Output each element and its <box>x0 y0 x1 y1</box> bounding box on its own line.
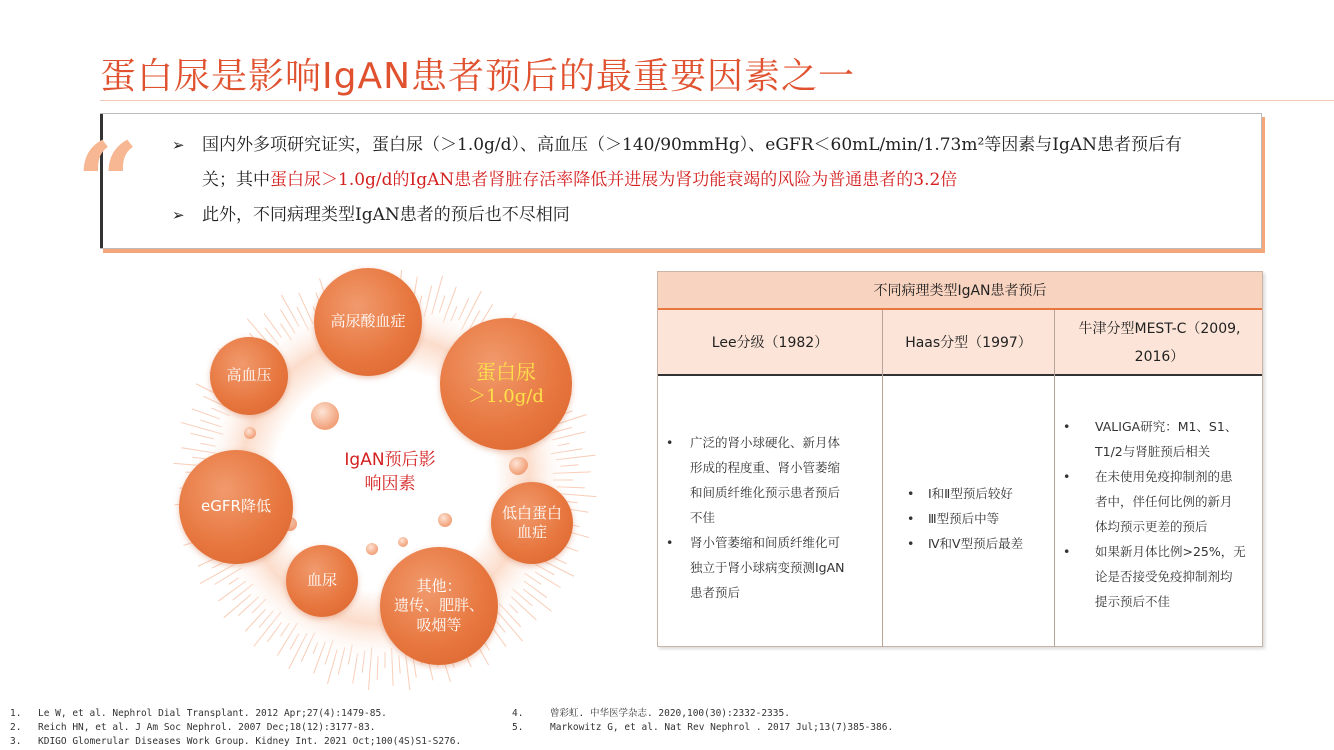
node-other-line-1: 其他： <box>416 576 462 595</box>
col-header-oxford-line-1: 牛津分型MEST-C（2009, <box>1078 321 1241 337</box>
oxford-list <box>1055 414 1264 614</box>
bullet-dot-icon: • <box>1063 544 1071 559</box>
bullet-2-text: 此外，不同病理类型IgAN患者的预后也不尽相同 <box>202 205 570 225</box>
list-item <box>883 481 1054 506</box>
node-uric-acid-label: 高尿酸血症 <box>330 312 406 331</box>
list-item <box>1055 539 1264 614</box>
oxford-item-3-line: 论是否接受免疫抑制剂均 <box>1095 569 1233 584</box>
reference-item <box>10 707 461 721</box>
bullet-1 <box>172 128 1252 198</box>
reference-number: 1. <box>10 708 22 719</box>
reference-number: 4. <box>512 708 524 719</box>
bullet-dot-icon: • <box>907 486 915 501</box>
bullet-dot-icon: • <box>666 535 674 550</box>
lee-item-1-line: 和间质纤维化预示患者预后 <box>690 485 841 500</box>
bullet-2 <box>172 198 1252 233</box>
bullet-dot-icon: • <box>666 435 674 450</box>
node-proteinuria-label: 蛋白尿 <box>476 360 536 385</box>
node-hematuria-label: 血尿 <box>306 571 337 590</box>
center-label-line-2: 响因素 <box>364 474 416 494</box>
node-other-line-2: 遗传、肥胖、 <box>393 596 484 615</box>
lee-item-2-line: 患者预后 <box>690 585 741 600</box>
list-item <box>658 530 882 605</box>
table-title: 不同病理类型IgAN患者预后 <box>658 272 1262 310</box>
lee-item-1-line: 不佳 <box>690 510 716 525</box>
reference-text: Le W, et al. Nephrol Dial Transplant. 2012 Apr;27(4):1479-85. <box>38 708 387 719</box>
cell-haas <box>883 378 1054 646</box>
bullet-dot-icon: • <box>1063 469 1071 484</box>
node-hypoalbumin-line-2: 血症 <box>516 523 547 541</box>
lee-list <box>658 430 882 605</box>
reference-item <box>10 735 461 749</box>
list-item <box>658 430 882 530</box>
col-header-oxford-line-2: 2016） <box>1134 349 1185 365</box>
oxford-item-2-line: 者中，伴任何比例的新月 <box>1095 494 1233 509</box>
bubble-decoration <box>244 427 256 439</box>
list-item <box>1055 414 1264 464</box>
diagram-center-label <box>330 448 450 496</box>
list-item <box>1055 464 1264 539</box>
node-hypertension <box>210 337 288 415</box>
bullet-dot-icon: • <box>907 536 915 551</box>
list-item <box>883 506 1054 531</box>
col-header-haas: Haas分型（1997） <box>905 335 1032 351</box>
references-left <box>10 707 461 749</box>
center-label-line-1: IgAN预后影 <box>344 450 436 470</box>
haas-item-text: Ⅲ型预后中等 <box>928 511 1000 526</box>
bullet-dot-icon: • <box>907 511 915 526</box>
col-header-oxford <box>1055 310 1264 376</box>
node-other-line-3: 吸烟等 <box>416 615 462 634</box>
node-egfr <box>179 450 293 564</box>
title-divider <box>100 100 1334 101</box>
bullet-1-emphasis: 蛋白尿＞1.0g/d的IgAN患者肾脏存活率降低并进展为肾功能衰竭的风险为普通患者的3.2倍 <box>270 170 958 190</box>
node-egfr-label: eGFR降低 <box>201 497 271 516</box>
reference-text: KDIGO Glomerular Diseases Work Group. Kidney Int. 2021 Oct;100(4S)S1-S276. <box>38 736 462 747</box>
haas-item-text: Ⅰ和Ⅱ型预后较好 <box>928 486 1013 501</box>
reference-number: 5. <box>512 722 524 733</box>
reference-number: 2. <box>10 722 22 733</box>
lee-item-2-line: 独立于肾小球病变预测IgAN <box>690 560 845 575</box>
quote-mark-icon: “ <box>76 118 140 247</box>
lee-item-1-line: 广泛的肾小球硬化、新月体 <box>690 435 841 450</box>
references-right <box>512 707 893 735</box>
node-proteinuria <box>440 318 572 450</box>
reference-text: 曾彩虹. 中华医学杂志. 2020,100(30):2332-2335. <box>550 708 790 719</box>
cell-lee <box>658 378 882 646</box>
arrow-bullet-icon: ➢ <box>172 136 185 154</box>
oxford-item-2-line: 在未使用免疫抑制剂的患 <box>1095 469 1233 484</box>
cell-oxford <box>1055 378 1264 646</box>
reference-text: Markowitz G, et al. Nat Rev Nephrol . 2017 Jul;13(7)385-386. <box>550 722 894 733</box>
list-item <box>883 531 1054 556</box>
reference-item <box>512 721 893 735</box>
bubble-decoration <box>366 543 378 555</box>
col-header-lee: Lee分级（1982） <box>711 335 829 351</box>
node-other <box>380 547 498 665</box>
node-hematuria <box>286 545 358 617</box>
oxford-item-2-line: 体均预示更差的预后 <box>1095 519 1208 534</box>
bullet-1-line-2: 关；其中 <box>202 170 270 190</box>
reference-item <box>10 721 461 735</box>
page-title: 蛋白尿是影响IgAN患者预后的最重要因素之一 <box>100 56 856 97</box>
lee-item-2-line: 肾小管萎缩和间质纤维化可 <box>690 535 841 550</box>
arrow-bullet-icon: ➢ <box>172 206 185 224</box>
haas-item-text: Ⅳ和Ⅴ型预后最差 <box>928 536 1024 551</box>
reference-text: Reich HN, et al. J Am Soc Nephrol. 2007 Dec;18(12):3177-83. <box>38 722 376 733</box>
oxford-item-1-line: T1/2与肾脏预后相关 <box>1095 444 1211 459</box>
bubble-decoration <box>438 513 452 527</box>
lee-item-1-line: 形成的程度重、肾小管萎缩 <box>690 460 841 475</box>
node-hypertension-label: 高血压 <box>226 366 272 385</box>
oxford-item-3-line: 提示预后不佳 <box>1095 594 1171 609</box>
oxford-item-3-line: 如果新月体比例>25%，无 <box>1095 544 1246 559</box>
summary-bullets <box>172 128 1252 233</box>
node-hypoalbumin-line-1: 低白蛋白 <box>501 503 562 522</box>
reference-number: 3. <box>10 736 22 747</box>
bullet-dot-icon: • <box>1063 419 1071 434</box>
bubble-decoration <box>398 537 408 547</box>
table-header-row <box>658 310 1262 376</box>
oxford-item-1-line: VALIGA研究：M1、S1、 <box>1095 419 1238 434</box>
pathology-table <box>657 271 1263 647</box>
haas-list <box>883 481 1054 556</box>
bullet-1-line-1: 国内外多项研究证实，蛋白尿（＞1.0g/d）、高血压（＞140/90mmHg）、eGFR＜60mL/min/1.73m²等因素与IgAN患者预后有 <box>202 135 1183 155</box>
reference-item <box>512 707 893 721</box>
bubble-decoration <box>311 402 339 430</box>
node-hypoalbuminemia <box>491 482 573 564</box>
bubble-decoration <box>509 457 527 475</box>
node-uric-acid <box>314 268 422 376</box>
node-proteinuria-threshold: ＞1.0g/d <box>468 386 544 408</box>
